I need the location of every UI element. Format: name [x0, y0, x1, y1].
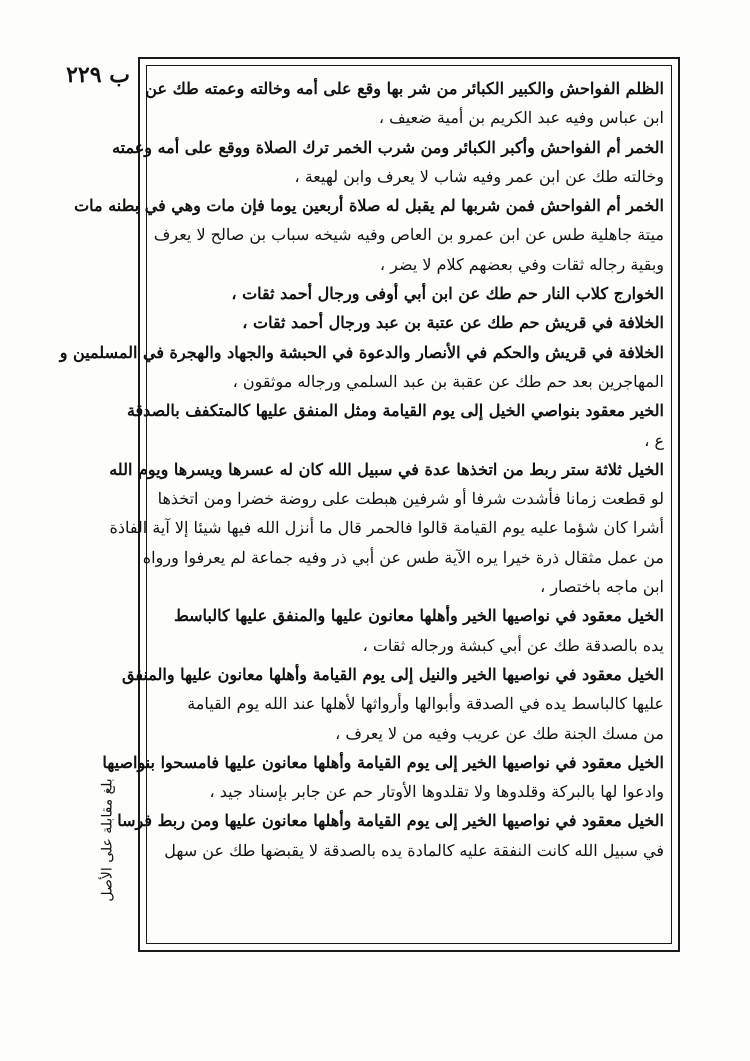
- text-line: من عمل مثقال ذرة خيرا يره الآية طس عن أبي ذر وفيه جماعة لم يعرفوا ورواه: [142, 547, 664, 567]
- text-line: في سبيل الله كانت النفقة عليه كالمادة يده بالصدقة لا يقبضها طك عن سهل: [164, 840, 664, 860]
- text-line: وادعوا لها بالبركة وقلدوها ولا تقلدوها الأوتار حم عن جابر بإسناد جيد ،: [209, 782, 664, 802]
- text-line: ابن عباس وفيه عبد الكريم بن أمية ضعيف ،: [378, 108, 664, 128]
- text-line: الخلافة في قريش حم طك عن عتبة بن عبد ورجال أحمد ثقات ،: [242, 313, 664, 333]
- text-line: ميتة جاهلية طس عن ابن عمرو بن العاص وفيه شيخه سباب بن صالح لا يعرف: [153, 225, 664, 245]
- margin-note-text: بلغ مقابلة على الأصل: [100, 778, 116, 902]
- text-line: ع ،: [644, 430, 664, 450]
- text-line: الخيل معقود في نواصيها الخير وأهلها معانون عليها والمنفق عليها كالباسط: [173, 606, 664, 626]
- text-line: وخالته طك عن ابن عمر وفيه شاب لا يعرف وابن لهيعة ،: [294, 166, 664, 186]
- text-line: الخلافة في قريش والحكم في الأنصار والدعوة في الحبشة والجهاد والهجرة في المسلمين و: [59, 342, 664, 362]
- text-line: الظلم الفواحش والكبير الكبائر من شر بها وقع على أمه وخالته وعمته طك عن: [145, 79, 664, 98]
- text-line: الخيل معقود في نواصيها الخير إلى يوم القيامة وأهلها معانون عليها فامسحوا بنواصيها: [102, 752, 664, 772]
- text-line: عليها كالباسط يده في الصدقة وأبوالها وأرواثها لأهلها عند الله يوم القيامة: [187, 694, 664, 714]
- text-line: الخيل معقود في نواصيها الخير إلى يوم القيامة وأهلها معانون عليها ومن ربط فرسا: [117, 811, 664, 831]
- text-line: لو قطعت زمانا فأشدت شرفا أو شرفين هبطت على روضة خضرا ومن اتخذها: [157, 489, 664, 509]
- text-line: الخمر أم الفواحش فمن شربها لم يقبل له صلاة أربعين يوما فإن مات وهي في بطنه مات: [74, 196, 664, 216]
- text-line: ابن ماجه باختصار ،: [540, 577, 664, 597]
- text-line: المهاجرين بعد حم طك عن عقبة بن عبد السلمي ورجاله موثقون ،: [232, 371, 664, 391]
- text-line: الخوارج كلاب النار حم طك عن ابن أبي أوفى ورجال أحمد ثقات ،: [231, 284, 664, 304]
- text-line: الخيل ثلاثة ستر ربط من اتخذها عدة في سبيل الله كان له عسرها ويسرها ويوم الله: [109, 459, 664, 479]
- text-line: الخيل معقود في نواصيها الخير والنيل إلى يوم القيامة وأهلها معانون عليها والمنفق: [122, 664, 664, 684]
- text-line: الخير معقود بنواصي الخيل إلى يوم القيامة ومثل المنفق عليها كالمتكفف بالصدقة: [126, 401, 664, 421]
- text-line: أشرا كان شؤما عليه يوم القيامة قالوا فالحمر قال ما أنزل الله فيها شيئا إلا آية الفاذة: [109, 518, 664, 538]
- text-line: الخمر أم الفواحش وأكبر الكبائر ومن شرب الخمر ترك الصلاة ووقع على أمه وعمته: [112, 137, 664, 157]
- folio-number: ب ٢٢٩: [66, 62, 130, 88]
- text-line: يده بالصدقة طك عن أبي كبشة ورجاله ثقات ،: [362, 635, 664, 655]
- text-line: من مسك الجنة طك عن عريب وفيه من لا يعرف ،: [335, 723, 664, 743]
- text-line: وبقية رجاله ثقات وفي بعضهم كلام لا يضر ،: [379, 254, 664, 274]
